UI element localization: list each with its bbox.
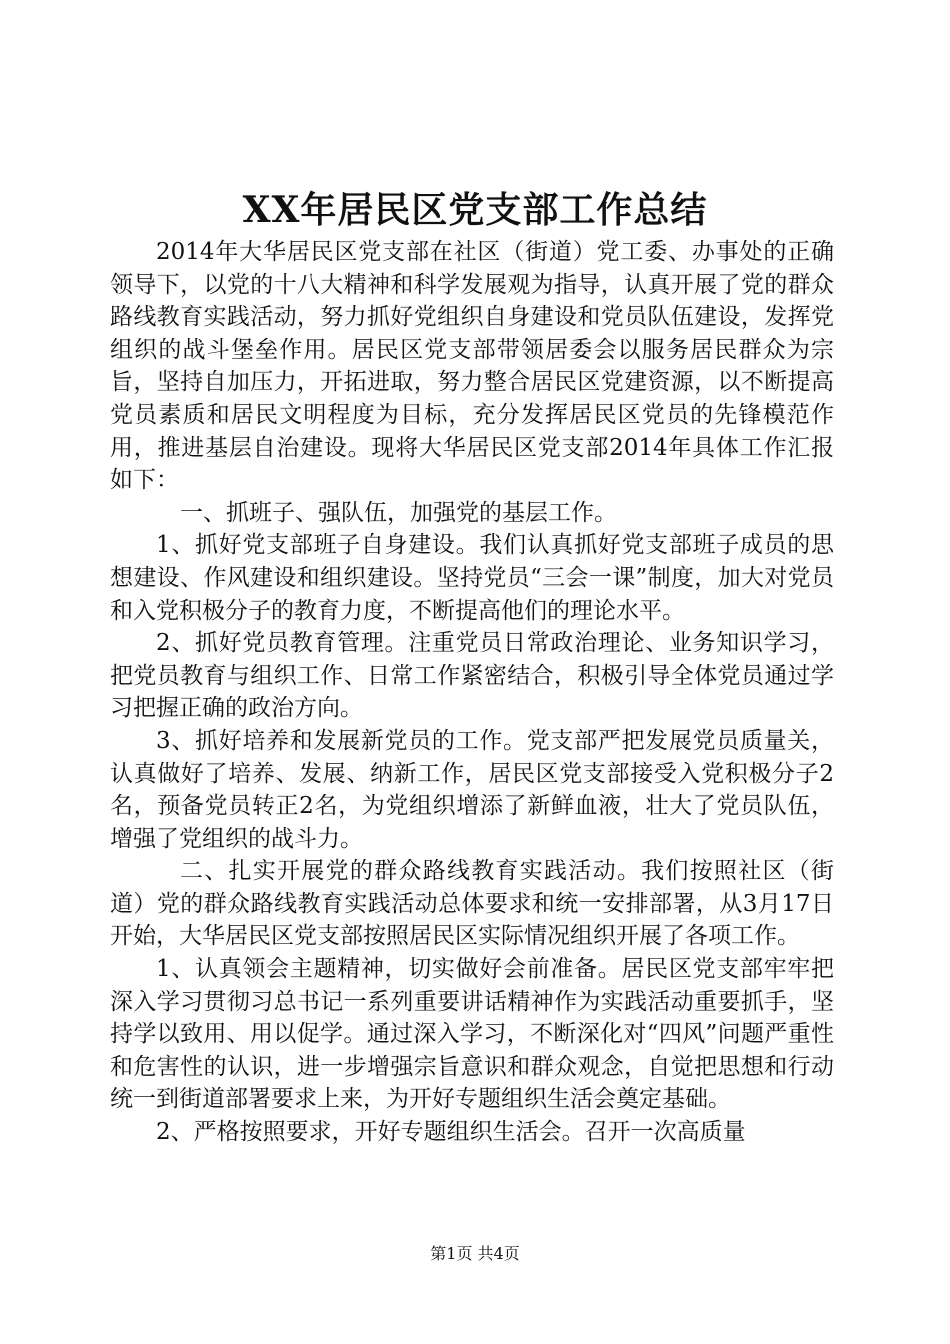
paragraph-2-2: 2、严格按照要求，开好专题组织生活会。召开一次高质量 — [156, 1119, 746, 1146]
paragraph-1-3: 3、抓好培养和发展新党员的工作。党支部严把发展党员质量关，认真做好了培养、发展、纳新工作，居民区党支部接受入党积极分子2名，预备党员转正2名，为党组织增添了新鲜血液，壮大了党员队伍，增强了党组织的战斗力。 — [110, 727, 834, 852]
document-body — [110, 236, 834, 1149]
paragraph-intro: 2014年大华居民区党支部在社区（街道）党工委、办事处的正确领导下，以党的十八大精神和科学发展观为指导，认真开展了党的群众路线教育实践活动，努力抓好党组织自身建设和党员队伍建设，发挥党组织的战斗堡垒作用。居民区党支部带领居委会以服务居民群众为宗旨，坚持自加压力，开拓进取，努力整合居民区党建资源，以不断提高党员素质和居民文明程度为目标，充分发挥居民区党员的先锋模范作用，推进基层自治建设。现将大华居民区党支部2014年具体工作汇报如下： — [110, 239, 834, 494]
section-heading-1: 一、抓班子、强队伍，加强党的基层工作。 — [180, 499, 617, 526]
paragraph-1-2: 2、抓好党员教育管理。注重党员日常政治理论、业务知识学习，把党员教育与组织工作、日常工作紧密结合，积极引导全体党员通过学习把握正确的政治方向。 — [110, 630, 834, 722]
page-number-footer: 第1页 共4页 — [430, 1244, 520, 1263]
paragraph-1-1: 1、抓好党支部班子自身建设。我们认真抓好党支部班子成员的思想建设、作风建设和组织建设。坚持党员“三会一课”制度，加大对党员和入党积极分子的教育力度，不断提高他们的理论水平。 — [110, 532, 834, 624]
paragraph-2-1: 1、认真领会主题精神，切实做好会前准备。居民区党支部牢牢把深入学习贯彻习总书记一系列重要讲话精神作为实践活动重要抓手，坚持学以致用、用以促学。通过深入学习，不断深化对“四风”问题严重性和危害性的认识，进一步增强宗旨意识和群众观念，自觉把思想和行动统一到街道部署要求上来，为开好专题组织生活会奠定基础。 — [110, 956, 834, 1113]
section-heading-2: 二、扎实开展党的群众路线教育实践活动。我们按照社区（街道）党的群众路线教育实践活动总体要求和统一安排部署，从3月17日开始，大华居民区党支部按照居民区实际情况组织开展了各项工作。 — [110, 858, 834, 950]
document-title: XX年居民区党支部工作总结 — [242, 189, 708, 231]
